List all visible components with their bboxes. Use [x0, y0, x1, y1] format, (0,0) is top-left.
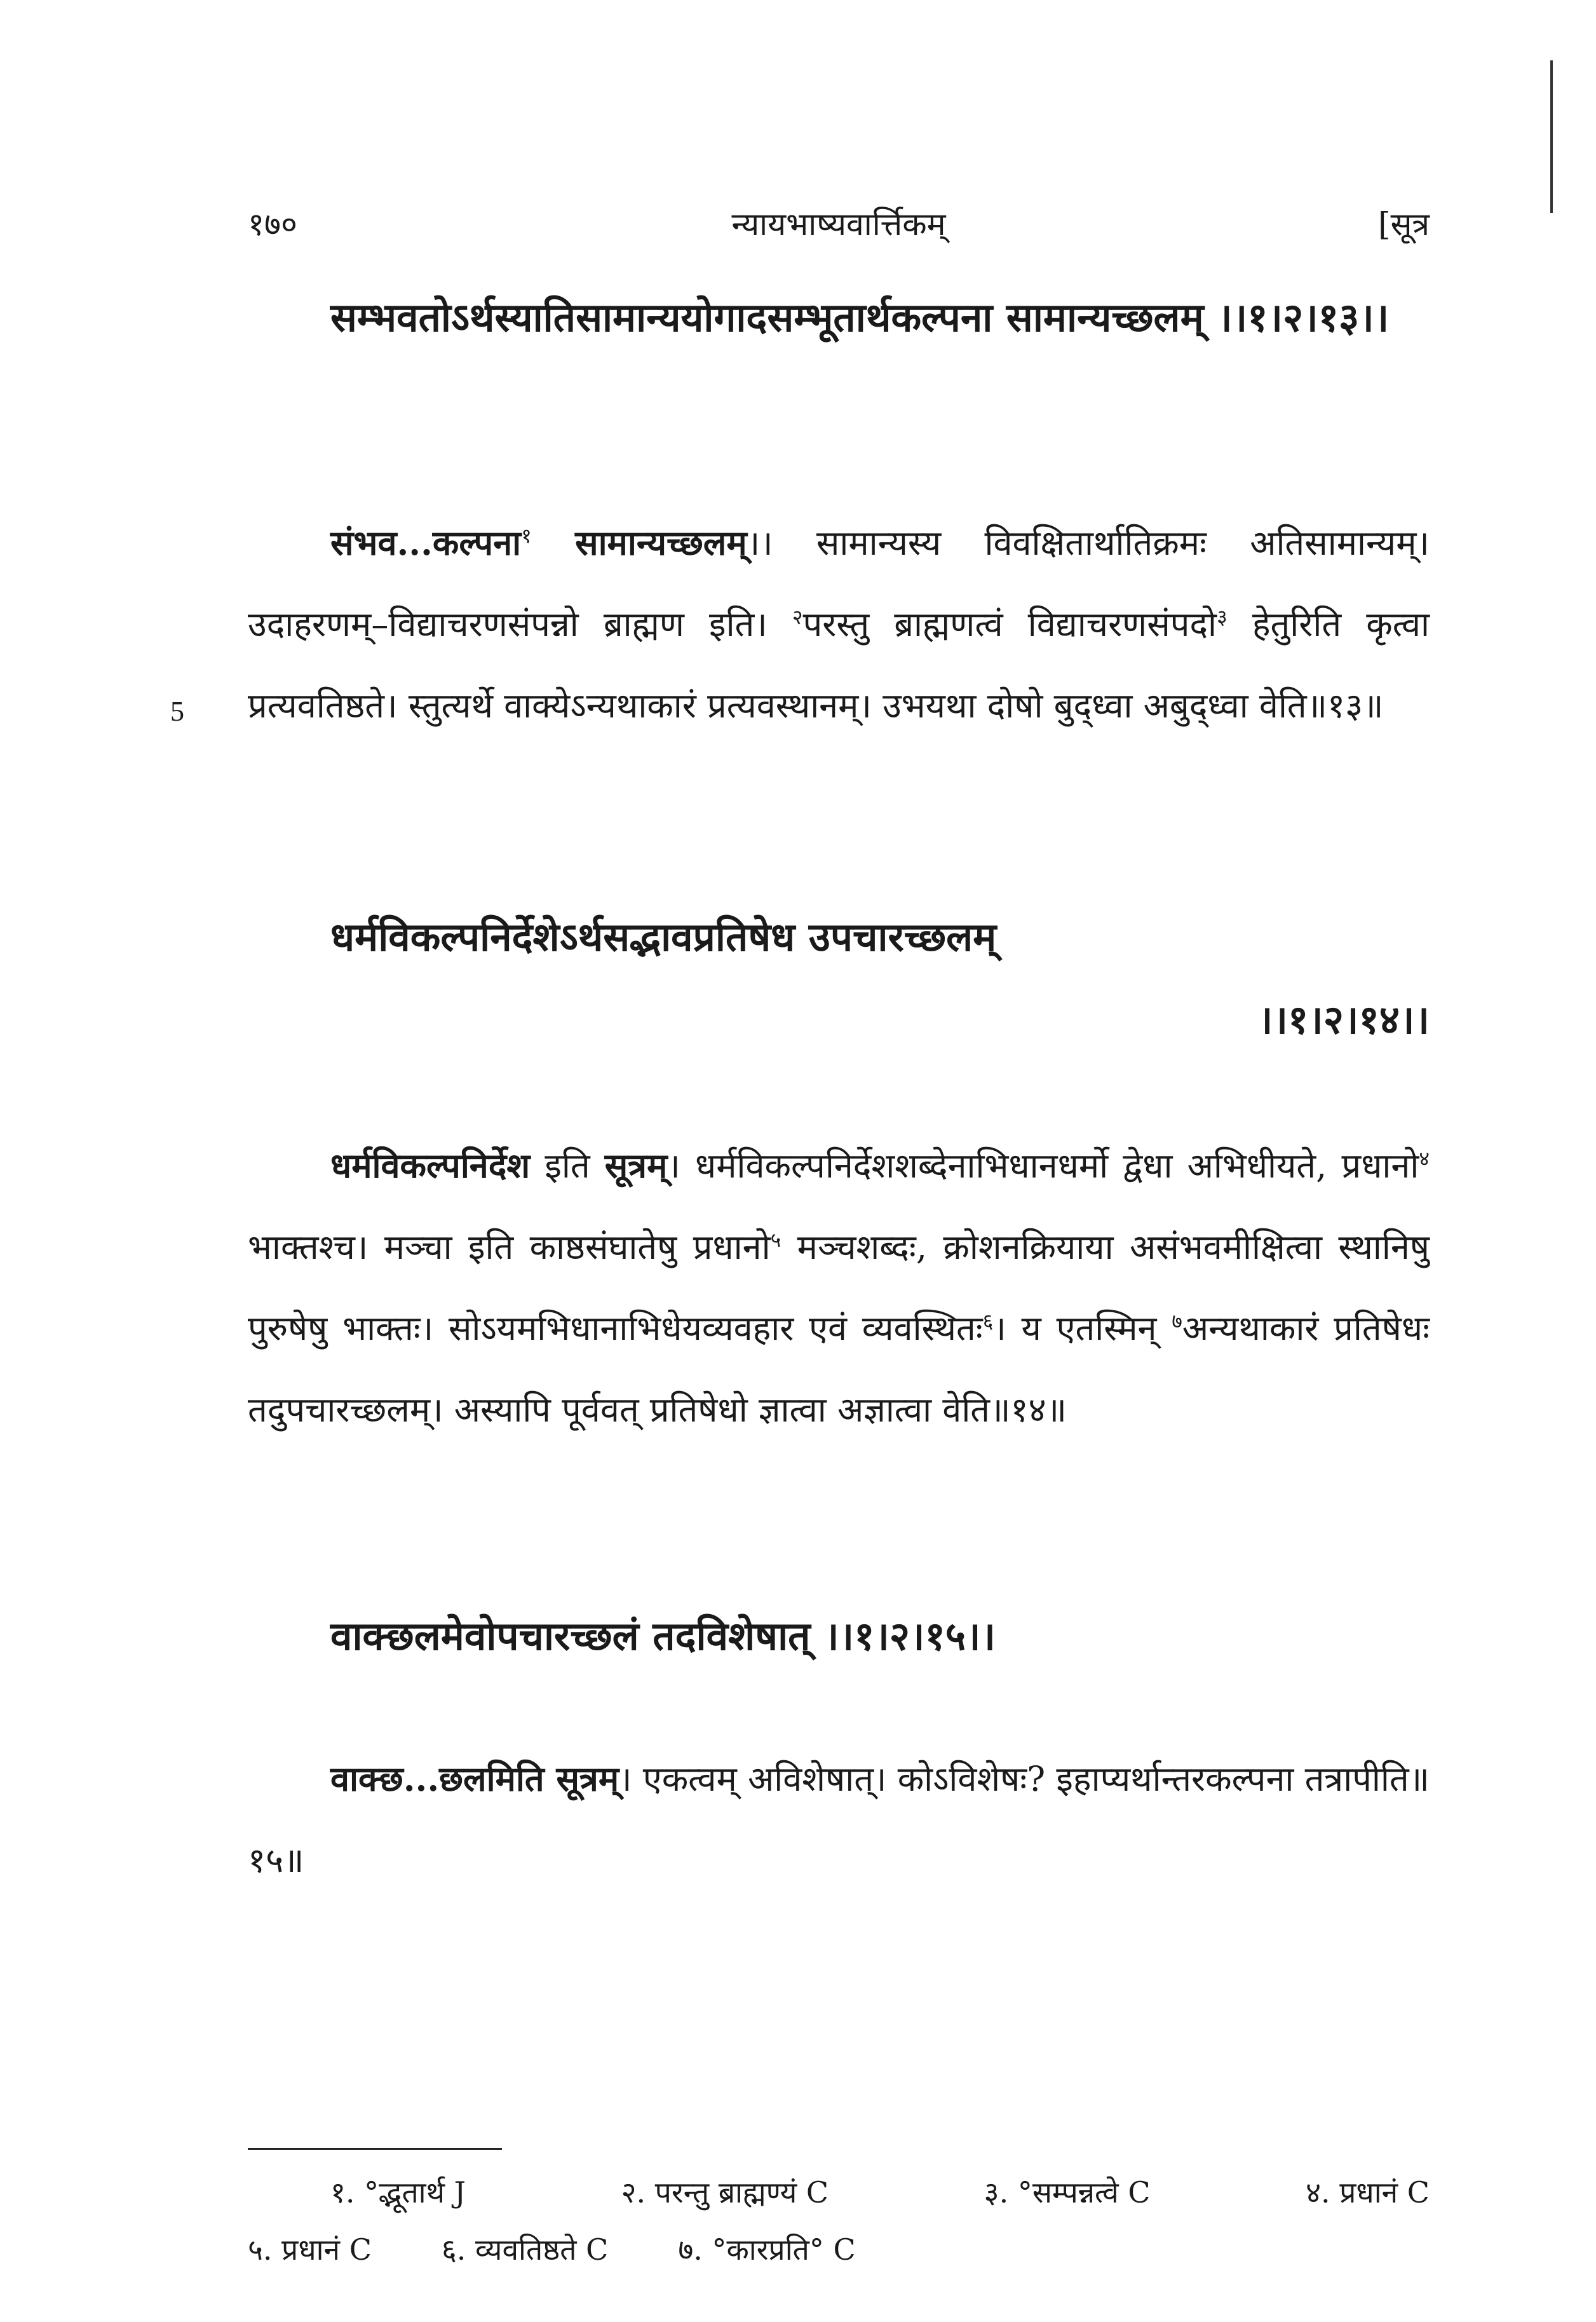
- commentary-13-lemma: संभव...कल्पना: [330, 522, 522, 563]
- line-number: 5: [170, 696, 184, 727]
- commentary-14-text-4: । य एतस्मिन्: [993, 1308, 1172, 1348]
- commentary-14: [248, 1125, 1430, 1451]
- footnote-2: २. परन्तु ब्राह्मण्यं C: [621, 2175, 829, 2210]
- sutra-13-text: सम्भवतोऽर्थस्यातिसामान्ययोगादसम्भूतार्थकल्पना सामान्यच्छलम्: [330, 294, 1204, 341]
- footnote-ref-1: १: [521, 524, 532, 548]
- footnote-row-1: [248, 2164, 1430, 2221]
- footnote-6: ६. व्यवतिष्ठते C: [441, 2232, 609, 2267]
- section-marker: [सूत्र: [1378, 206, 1430, 243]
- commentary-13-text-1: ।। सामान्यस्य विवक्षितार्थातिक्रमः अतिसामान्यम्। उदाहरणम्–विद्याचरणसंपन्नो ब्राह्मण इति।: [248, 523, 1430, 644]
- footnote-ref-2: २: [792, 605, 803, 629]
- commentary-14-text-3: मञ्चशब्दः, क्रोशनक्रियाया असंभवमीक्षित्वा स्थानिषु पुरुषेषु भाक्तः। सोऽयमभिधानाभिधेयव्यवहार एवं व्यवस्थितः: [248, 1227, 1430, 1348]
- footnote-row-2: [248, 2221, 1430, 2278]
- footnote-ref-5: ५: [770, 1228, 781, 1252]
- footnote-7: ७. °कारप्रति° C: [678, 2232, 856, 2267]
- commentary-14-text-5: अन्यथाकारं प्रतिषेधः तदुपचारच्छलम्। अस्यापि पूर्ववत् प्रतिषेधो ज्ञात्वा अज्ञात्वा वेति॥१४॥: [248, 1308, 1430, 1430]
- footnote-rule: [248, 2148, 502, 2150]
- footnote-5: ५. प्रधानं C: [248, 2232, 372, 2267]
- footnote-1: १. °द्भूतार्थ J: [330, 2175, 466, 2210]
- book-title: न्यायभाष्यवार्त्तिकम्: [731, 206, 946, 243]
- sutra-15-text: वाक्छलमेवोपचारच्छलं तदविशेषात्: [330, 1613, 811, 1659]
- commentary-15-lemma: वाक्छ...छलमिति सूत्रम्: [330, 1758, 619, 1799]
- commentary-14-sutra-word: सूत्रम्: [604, 1145, 668, 1186]
- footnote-ref-7: ७: [1172, 1309, 1182, 1333]
- commentary-14-text-1: । धर्मविकल्पनिर्देशशब्देनाभिधानधर्मो द्वेधा अभिधीयते, प्रधानो: [667, 1146, 1419, 1186]
- footnote-ref-6: ६: [982, 1309, 994, 1333]
- sutra-15-ref: ।।१।२।१५।।: [824, 1613, 996, 1659]
- commentary-13-text-3: हेतुरिति कृत्वा प्रत्यवतिष्ठते। स्तुत्यर्थे वाक्येऽन्यथाकारं प्रत्यवस्थानम्। उभयथा दोषो बुद्ध्वा अबुद्ध्वा वेति॥१३॥: [248, 604, 1430, 726]
- page-edge-mark: [1550, 60, 1553, 213]
- commentary-13-lemma-2: सामान्यच्छलम्: [575, 522, 747, 563]
- footnotes: [248, 2164, 1430, 2278]
- footnote-4: ४. प्रधानं C: [1306, 2175, 1430, 2210]
- sutra-14-ref: ।।१।२।१४।।: [1258, 996, 1430, 1043]
- commentary-15: [248, 1738, 1430, 1901]
- footnote-ref-4: ४: [1419, 1146, 1430, 1171]
- footnote-ref-3: ३: [1217, 605, 1227, 629]
- commentary-13-text-2: परस्तु ब्राह्मणत्वं विद्याचरणसंपदो: [802, 604, 1217, 644]
- running-head: [248, 202, 1430, 247]
- commentary-14-lemma: धर्मविकल्पनिर्देश: [330, 1145, 531, 1186]
- page-number: १७०: [248, 206, 297, 243]
- commentary-14-text-0: इति: [530, 1146, 605, 1186]
- commentary-15-text: । एकत्वम् अविशेषात्। कोऽविशेषः? इहाप्यर्थान्तरकल्पना तत्रापीति॥१५॥: [248, 1759, 1430, 1880]
- sutra-14-text: धर्मविकल्पनिर्देशेऽर्थसद्भावप्रतिषेध उपचारच्छलम्: [330, 914, 997, 960]
- sutra-13-ref: ।।१।२।१३।।: [1217, 294, 1390, 341]
- sutra-14: [248, 896, 1430, 1061]
- commentary-13: [248, 502, 1430, 747]
- sutra-15: [248, 1595, 1430, 1678]
- commentary-14-text-2: भाक्तश्च। मञ्चा इति काष्ठसंघातेषु प्रधानो: [248, 1227, 771, 1267]
- footnote-3: ३. °सम्पन्नत्वे C: [984, 2175, 1151, 2210]
- sutra-13: [248, 276, 1430, 359]
